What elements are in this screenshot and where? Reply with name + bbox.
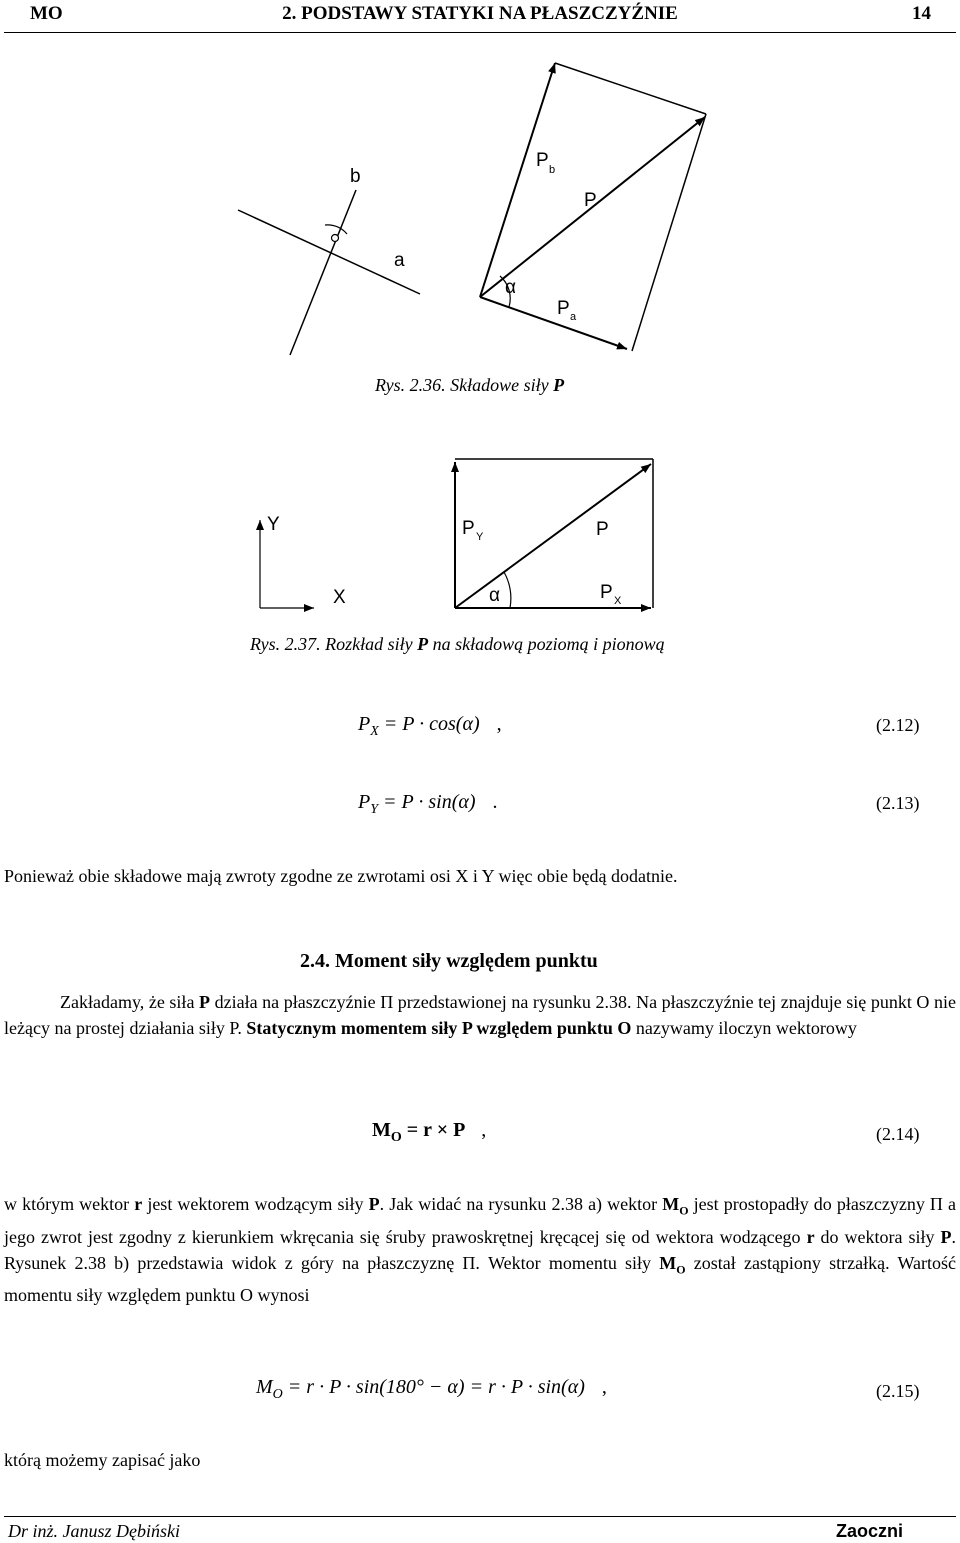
vector-P2: [455, 464, 651, 608]
label-P: P: [584, 190, 597, 211]
label-PY-sub: Y: [476, 531, 484, 543]
header-center: 2. PODSTAWY STATYKI NA PŁASZCZYŹNIE: [282, 3, 678, 24]
footer-author: Dr inż. Janusz Dębiński: [8, 1521, 180, 1541]
equation-2-12: $P_X = P \cdot \cos(\alpha)$ ,: [358, 713, 502, 739]
equation-number-2-15: (2.15): [876, 1381, 920, 1401]
paragraph-3: w którym wektor r jest wektorem wodzącym siły P. Jak widać na rysunku 2.38 a) wektor $M_O$ jest prostopadły do płaszczyzny Π a jego zwrot jest zgodny z kierunkiem wkręcania się śruby prawoskrętnej kręcącej się od wektora wodzącego r do wektora siły P. Rysunek 2.38 b) przedstawia widok z góry na płaszczyznę Π. Wektor momentu siły $M_O$ został zastąpiony strzałką. Wartość momentu siły względem punktu O wynosi: [4, 1194, 957, 1306]
label-Pa: P: [557, 298, 570, 319]
alpha-arc-2: [504, 572, 511, 608]
label-PX-sub: X: [614, 595, 622, 607]
label-PY: P: [462, 518, 475, 539]
header-left: MO: [30, 3, 63, 24]
paragraph-1: Ponieważ obie składowe mają zwroty zgodne ze zwrotami osi X i Y więc obie będą dodatnie.: [4, 866, 678, 886]
footer-right: Zaoczni: [836, 1521, 904, 1541]
label-b: b: [350, 166, 361, 187]
label-X: X: [333, 587, 346, 608]
header-page-number: 14: [912, 3, 931, 24]
paragraph-2: Zakładamy, że siła P działa na płaszczyźnie Π przedstawionej na rysunku 2.38. Na płaszczyźnie tej znajduje się punkt O nie leżący na prostej działania siły P. Statycznym momentem siły P względem punktu O nazywamy iloczyn wektorowy: [4, 992, 956, 1038]
caption-2-36: Rys. 2.36. Składowe siły P: [375, 375, 565, 395]
equation-number-2-14: (2.14): [876, 1124, 920, 1144]
label-a: a: [394, 250, 405, 271]
footer-rule: [4, 1516, 956, 1517]
caption-2-37-bold: P: [417, 634, 429, 654]
label-Y: Y: [267, 514, 280, 535]
equation-2-15: $M_O = r \cdot P \cdot \sin(180^\circ - \alpha) = r \cdot P \cdot \sin(\alpha)$ ,: [256, 1376, 607, 1402]
equation-2-14: $M_O = r \times P$ ,: [372, 1119, 487, 1145]
caption-2-37: Rys. 2.37. Rozkład siły P na składową poziomą i pionową: [250, 634, 665, 654]
label-Pb-sub: b: [549, 164, 556, 176]
caption-2-36-bold: P: [553, 375, 565, 395]
figure-2-37: [0, 0, 960, 640]
label-PX: P: [600, 582, 613, 603]
label-Pb: P: [536, 150, 549, 171]
paragraph-4: którą możemy zapisać jako: [4, 1450, 201, 1470]
equation-number-2-12: (2.12): [876, 715, 920, 735]
label-alpha-2: α: [489, 585, 500, 606]
equation-number-2-13: (2.13): [876, 793, 920, 813]
label-P2: P: [596, 519, 609, 540]
label-alpha: α: [505, 277, 516, 298]
section-heading: 2.4. Moment siły względem punktu: [300, 950, 598, 972]
label-Pa-sub: a: [570, 311, 577, 323]
equation-2-13: $P_Y = P \cdot \sin(\alpha)$ .: [358, 791, 498, 817]
